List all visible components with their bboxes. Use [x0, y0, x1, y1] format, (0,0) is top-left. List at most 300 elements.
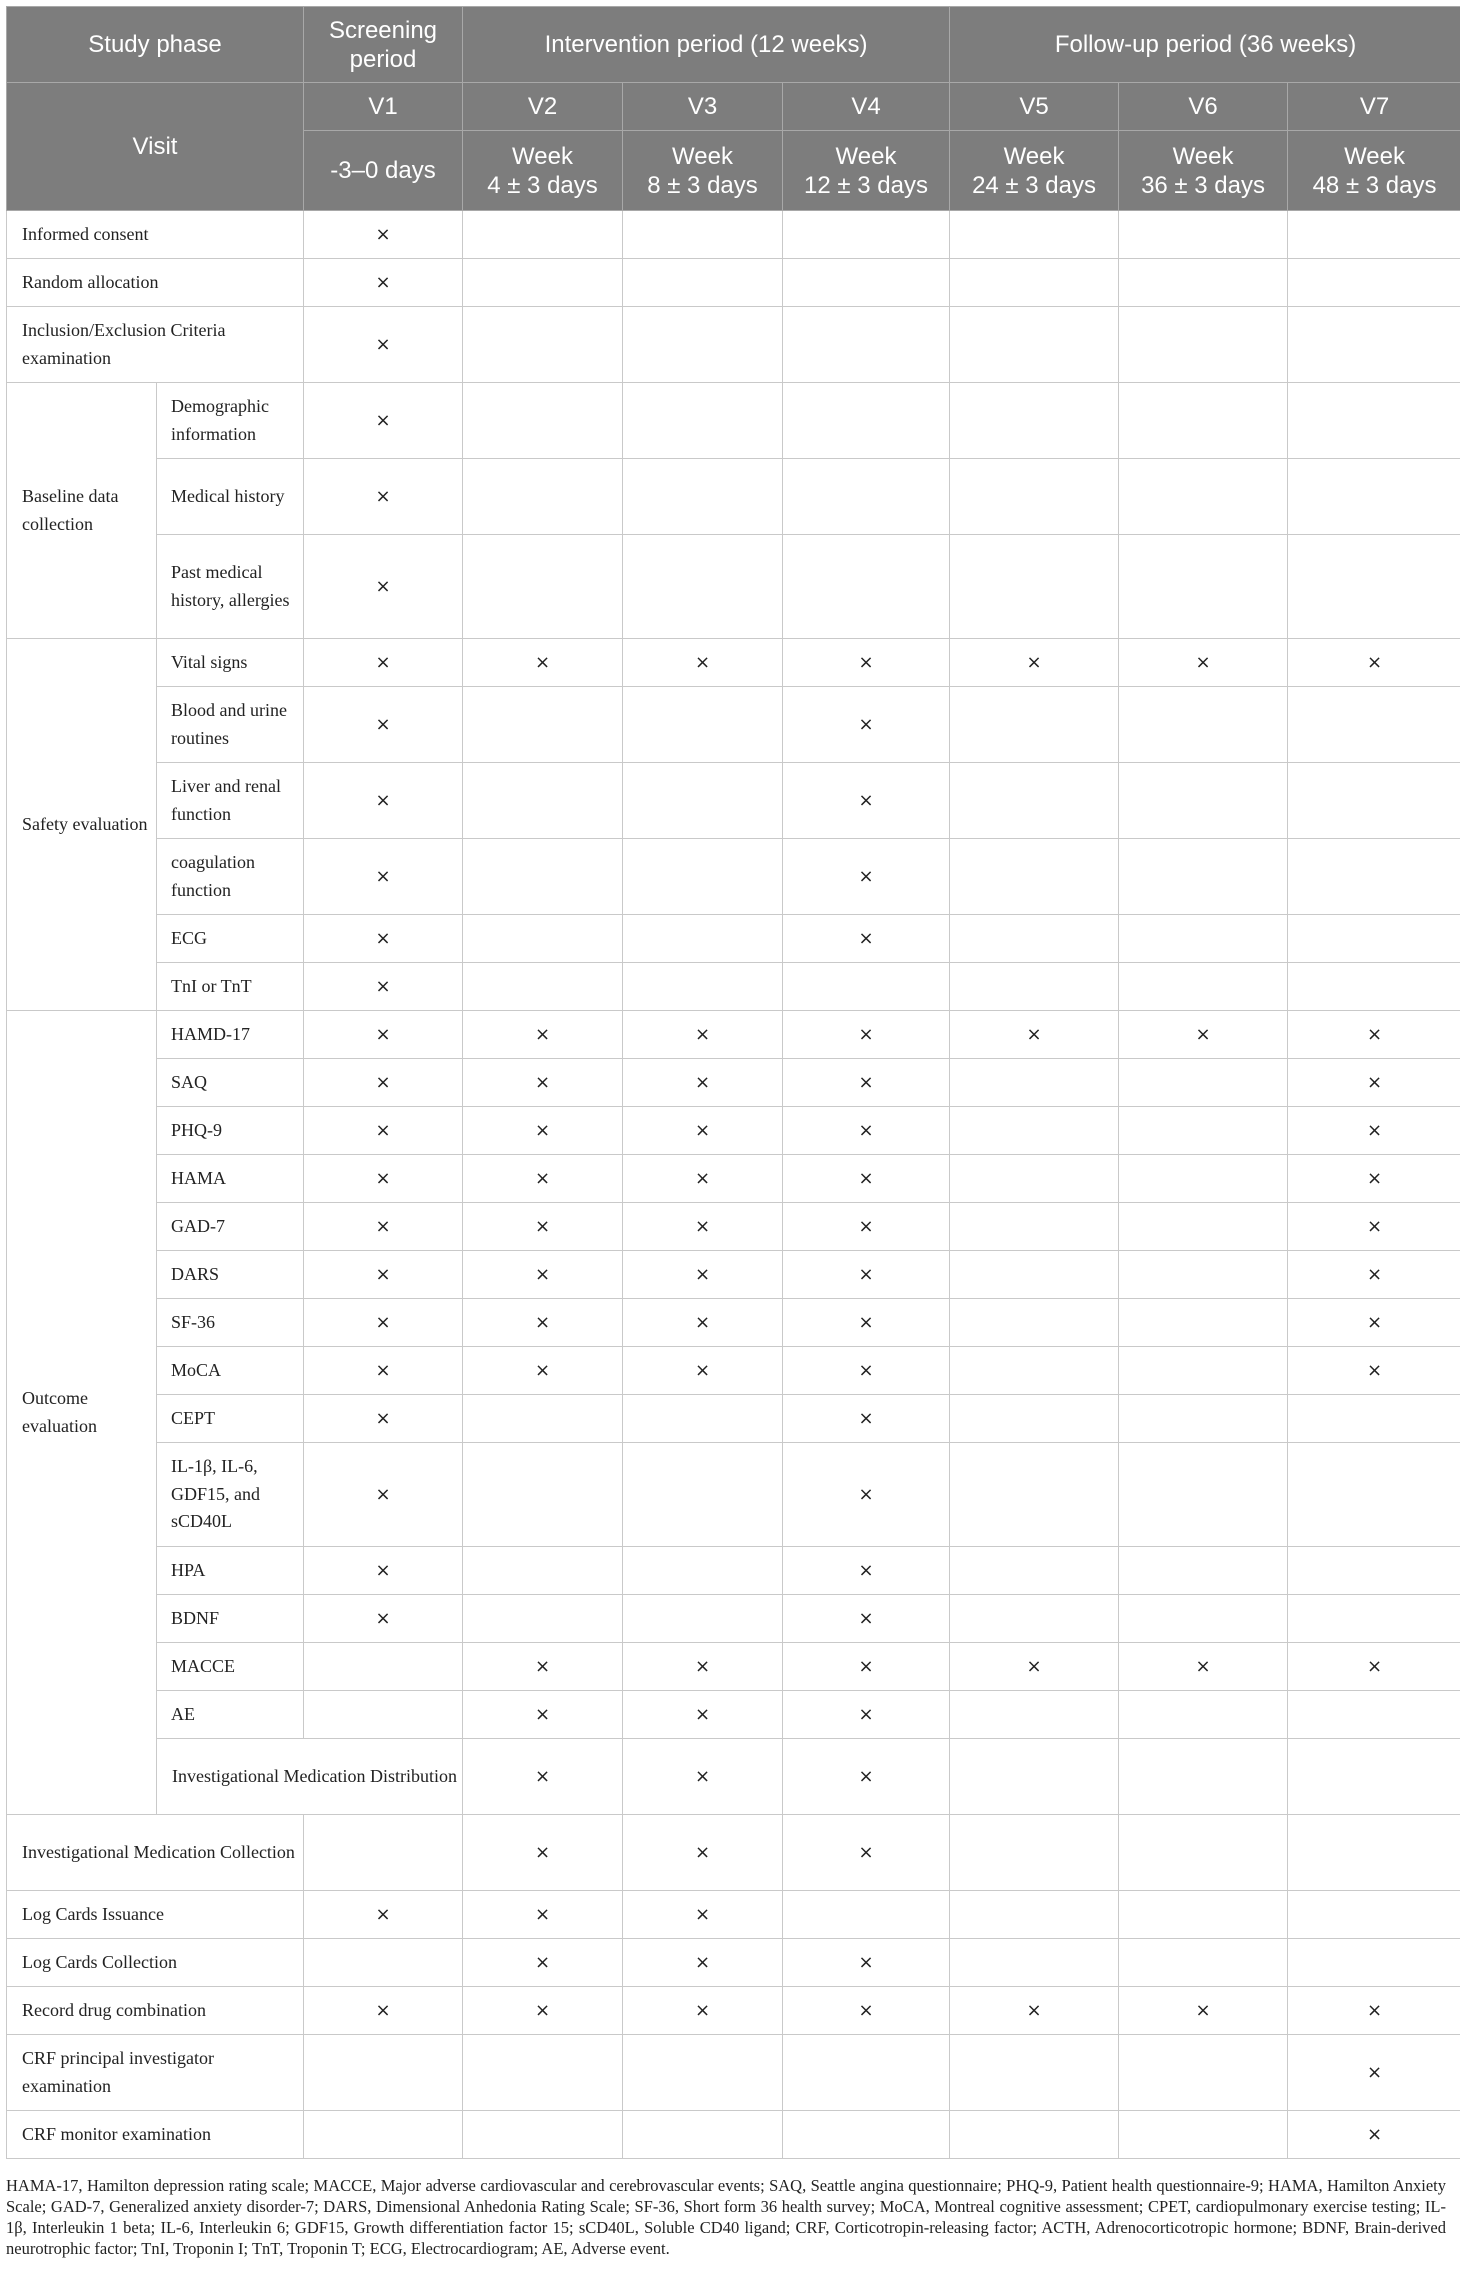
empty-cell	[950, 1547, 1119, 1595]
empty-cell	[1119, 1059, 1288, 1107]
empty-cell	[1119, 1107, 1288, 1155]
visit-mark: ×	[463, 1251, 623, 1299]
empty-cell	[950, 1891, 1119, 1939]
table-row	[7, 839, 1460, 915]
empty-cell	[1288, 1939, 1460, 1987]
item-label: ECG	[157, 915, 304, 963]
visit-mark: ×	[783, 1547, 950, 1595]
visit-mark: ×	[304, 211, 463, 259]
empty-cell	[1288, 1691, 1460, 1739]
empty-cell	[463, 963, 623, 1011]
empty-cell	[623, 259, 783, 307]
table-row	[7, 535, 1460, 639]
item-label: coagulation function	[157, 839, 304, 915]
visit-mark: ×	[1288, 639, 1460, 687]
empty-cell	[1119, 963, 1288, 1011]
visit-mark: ×	[783, 1691, 950, 1739]
visit-mark: ×	[623, 1011, 783, 1059]
visit-mark: ×	[623, 1347, 783, 1395]
visit-mark: ×	[783, 1251, 950, 1299]
empty-cell	[1119, 1815, 1288, 1891]
item-label: AE	[157, 1691, 304, 1739]
visit-mark: ×	[463, 1107, 623, 1155]
item-label: IL-1β, IL-6, GDF15, and sCD40L	[157, 1443, 304, 1547]
empty-cell	[1288, 687, 1460, 763]
visit-timing-header: -3–0 days	[304, 131, 463, 211]
empty-cell	[783, 259, 950, 307]
visit-mark: ×	[783, 915, 950, 963]
visit-mark: ×	[463, 1347, 623, 1395]
empty-cell	[1288, 1739, 1460, 1815]
screening-period-header: Screening period	[304, 7, 463, 83]
item-label: HAMD-17	[157, 1011, 304, 1059]
item-label: Blood and urine routines	[157, 687, 304, 763]
visit-mark: ×	[783, 639, 950, 687]
empty-cell	[950, 1815, 1119, 1891]
visit-mark: ×	[304, 1395, 463, 1443]
visit-mark: ×	[623, 1059, 783, 1107]
visit-mark: ×	[304, 1107, 463, 1155]
visit-mark: ×	[1288, 1251, 1460, 1299]
table-row	[7, 211, 1460, 259]
visit-v6-header: V6	[1119, 83, 1288, 131]
empty-cell	[1288, 915, 1460, 963]
table-row	[7, 1059, 1460, 1107]
row-label: CRF monitor examination	[7, 2111, 304, 2159]
visit-mark: ×	[783, 1299, 950, 1347]
item-label: HPA	[157, 1547, 304, 1595]
table-row	[7, 1443, 1460, 1547]
empty-cell	[950, 1251, 1119, 1299]
visit-mark: ×	[1288, 1059, 1460, 1107]
visit-mark: ×	[623, 1643, 783, 1691]
visit-timing-header: Week 48 ± 3 days	[1288, 131, 1460, 211]
empty-cell	[1288, 1547, 1460, 1595]
empty-cell	[950, 915, 1119, 963]
visit-mark: ×	[1119, 1643, 1288, 1691]
group-label: Baseline data collection	[7, 383, 157, 639]
visit-mark: ×	[623, 1107, 783, 1155]
table-row	[7, 639, 1460, 687]
empty-cell	[783, 383, 950, 459]
visit-mark: ×	[623, 1299, 783, 1347]
intervention-period-header: Intervention period (12 weeks)	[463, 7, 950, 83]
table-row	[7, 1395, 1460, 1443]
table-row	[7, 307, 1460, 383]
visit-mark: ×	[950, 1011, 1119, 1059]
empty-cell	[463, 687, 623, 763]
visit-mark: ×	[304, 1299, 463, 1347]
table-row	[7, 763, 1460, 839]
visit-mark: ×	[304, 1443, 463, 1547]
table-header	[7, 7, 1460, 211]
empty-cell	[1288, 1443, 1460, 1547]
empty-cell	[1288, 839, 1460, 915]
visit-v1-header: V1	[304, 83, 463, 131]
row-label: Investigational Medication Distribution	[157, 1739, 463, 1815]
visit-mark: ×	[1288, 1299, 1460, 1347]
empty-cell	[1288, 459, 1460, 535]
empty-cell	[623, 211, 783, 259]
visit-timing-header: Week 24 ± 3 days	[950, 131, 1119, 211]
visit-v2-header: V2	[463, 83, 623, 131]
visit-v7-header: V7	[1288, 83, 1460, 131]
empty-cell	[463, 1547, 623, 1595]
visit-header: Visit	[7, 83, 304, 211]
visit-v5-header: V5	[950, 83, 1119, 131]
visit-mark: ×	[1288, 2111, 1460, 2159]
empty-cell	[463, 1443, 623, 1547]
empty-cell	[950, 1939, 1119, 1987]
empty-cell	[950, 1203, 1119, 1251]
visit-mark: ×	[304, 307, 463, 383]
visit-mark: ×	[304, 459, 463, 535]
table-row	[7, 1347, 1460, 1395]
empty-cell	[623, 915, 783, 963]
empty-cell	[950, 2035, 1119, 2111]
visit-mark: ×	[304, 383, 463, 459]
empty-cell	[783, 1891, 950, 1939]
group-label: Safety evaluation	[7, 639, 157, 1011]
empty-cell	[950, 839, 1119, 915]
empty-cell	[950, 1155, 1119, 1203]
visit-timing-header: Week 12 ± 3 days	[783, 131, 950, 211]
visit-mark: ×	[623, 1155, 783, 1203]
visit-mark: ×	[1288, 1011, 1460, 1059]
empty-cell	[783, 211, 950, 259]
empty-cell	[950, 1691, 1119, 1739]
visit-mark: ×	[950, 1987, 1119, 2035]
empty-cell	[1119, 1203, 1288, 1251]
empty-cell	[1119, 1691, 1288, 1739]
table-row	[7, 1691, 1460, 1739]
visit-mark: ×	[1288, 1203, 1460, 1251]
empty-cell	[950, 535, 1119, 639]
empty-cell	[623, 1547, 783, 1595]
empty-cell	[463, 2035, 623, 2111]
empty-cell	[950, 1443, 1119, 1547]
table-row	[7, 1251, 1460, 1299]
item-label: Medical history	[157, 459, 304, 535]
row-label: Record drug combination	[7, 1987, 304, 2035]
visit-mark: ×	[1288, 1155, 1460, 1203]
visit-mark: ×	[783, 839, 950, 915]
visit-mark: ×	[623, 1691, 783, 1739]
visit-mark: ×	[783, 1395, 950, 1443]
visit-mark: ×	[304, 687, 463, 763]
empty-cell	[1288, 307, 1460, 383]
empty-cell	[1119, 535, 1288, 639]
table-row	[7, 1299, 1460, 1347]
table-row	[7, 1203, 1460, 1251]
row-label: CRF principal investigator examination	[7, 2035, 304, 2111]
item-label: PHQ-9	[157, 1107, 304, 1155]
empty-cell	[1288, 259, 1460, 307]
visit-mark: ×	[783, 1643, 950, 1691]
table-row	[7, 1891, 1460, 1939]
empty-cell	[950, 687, 1119, 763]
visit-mark: ×	[783, 1595, 950, 1643]
empty-cell	[950, 1395, 1119, 1443]
visit-mark: ×	[783, 1107, 950, 1155]
visit-mark: ×	[463, 1891, 623, 1939]
study-phase-header: Study phase	[7, 7, 304, 83]
table-row	[7, 1939, 1460, 1987]
row-label: Informed consent	[7, 211, 304, 259]
empty-cell	[1119, 763, 1288, 839]
empty-cell	[783, 2111, 950, 2159]
empty-cell	[623, 687, 783, 763]
empty-cell	[1119, 2111, 1288, 2159]
empty-cell	[304, 2035, 463, 2111]
visit-mark: ×	[463, 639, 623, 687]
empty-cell	[463, 307, 623, 383]
visit-timing-header: Week 4 ± 3 days	[463, 131, 623, 211]
item-label: DARS	[157, 1251, 304, 1299]
visit-mark: ×	[463, 1987, 623, 2035]
visit-mark: ×	[783, 1011, 950, 1059]
visit-mark: ×	[304, 1203, 463, 1251]
row-label: Log Cards Collection	[7, 1939, 304, 1987]
empty-cell	[304, 1939, 463, 1987]
empty-cell	[1119, 1347, 1288, 1395]
table-row	[7, 459, 1460, 535]
visit-mark: ×	[783, 687, 950, 763]
visit-mark: ×	[783, 1155, 950, 1203]
empty-cell	[950, 1299, 1119, 1347]
visit-mark: ×	[783, 763, 950, 839]
empty-cell	[623, 2035, 783, 2111]
visit-schedule-table	[6, 6, 1460, 2159]
visit-mark: ×	[783, 1203, 950, 1251]
item-label: GAD-7	[157, 1203, 304, 1251]
empty-cell	[1119, 2035, 1288, 2111]
empty-cell	[1119, 1251, 1288, 1299]
visit-mark: ×	[304, 1011, 463, 1059]
item-label: Demographic information	[157, 383, 304, 459]
item-label: Past medical history, allergies	[157, 535, 304, 639]
table-row	[7, 1155, 1460, 1203]
table-row	[7, 2111, 1460, 2159]
empty-cell	[1288, 1395, 1460, 1443]
empty-cell	[950, 459, 1119, 535]
table-body	[7, 211, 1460, 2159]
visit-mark: ×	[1119, 1011, 1288, 1059]
empty-cell	[623, 383, 783, 459]
visit-mark: ×	[304, 963, 463, 1011]
empty-cell	[1119, 1443, 1288, 1547]
visit-v4-header: V4	[783, 83, 950, 131]
row-label: Investigational Medication Collection	[7, 1815, 304, 1891]
empty-cell	[1119, 1939, 1288, 1987]
item-label: BDNF	[157, 1595, 304, 1643]
empty-cell	[1119, 459, 1288, 535]
table-row	[7, 915, 1460, 963]
visit-mark: ×	[304, 259, 463, 307]
group-label: Outcome evaluation	[7, 1011, 157, 1815]
visit-mark: ×	[304, 1155, 463, 1203]
visit-mark: ×	[304, 1251, 463, 1299]
empty-cell	[1119, 915, 1288, 963]
visit-v3-header: V3	[623, 83, 783, 131]
visit-mark: ×	[623, 1987, 783, 2035]
item-label: SAQ	[157, 1059, 304, 1107]
empty-cell	[783, 535, 950, 639]
empty-cell	[463, 535, 623, 639]
table-row	[7, 1739, 1460, 1815]
visit-mark: ×	[304, 639, 463, 687]
visit-mark: ×	[1288, 1643, 1460, 1691]
row-label: Log Cards Issuance	[7, 1891, 304, 1939]
item-label: TnI or TnT	[157, 963, 304, 1011]
empty-cell	[950, 1347, 1119, 1395]
empty-cell	[463, 2111, 623, 2159]
visit-mark: ×	[1288, 1987, 1460, 2035]
table-row	[7, 1987, 1460, 2035]
visit-mark: ×	[783, 1443, 950, 1547]
visit-mark: ×	[304, 915, 463, 963]
visit-mark: ×	[783, 1739, 950, 1815]
table-row	[7, 1815, 1460, 1891]
item-label: HAMA	[157, 1155, 304, 1203]
visit-mark: ×	[304, 535, 463, 639]
visit-mark: ×	[463, 1203, 623, 1251]
empty-cell	[950, 1739, 1119, 1815]
visit-timing-header: Week 8 ± 3 days	[623, 131, 783, 211]
visit-mark: ×	[463, 1299, 623, 1347]
empty-cell	[463, 763, 623, 839]
item-label: SF-36	[157, 1299, 304, 1347]
empty-cell	[950, 211, 1119, 259]
visit-mark: ×	[304, 1987, 463, 2035]
empty-cell	[1119, 211, 1288, 259]
empty-cell	[623, 763, 783, 839]
empty-cell	[623, 2111, 783, 2159]
visit-mark: ×	[463, 1939, 623, 1987]
item-label: MACCE	[157, 1643, 304, 1691]
empty-cell	[1288, 383, 1460, 459]
visit-mark: ×	[304, 1059, 463, 1107]
table-row	[7, 1011, 1460, 1059]
empty-cell	[950, 383, 1119, 459]
visit-mark: ×	[950, 639, 1119, 687]
empty-cell	[950, 1059, 1119, 1107]
empty-cell	[1288, 535, 1460, 639]
table-row	[7, 259, 1460, 307]
visit-mark: ×	[463, 1739, 623, 1815]
visit-mark: ×	[1119, 639, 1288, 687]
empty-cell	[1119, 1891, 1288, 1939]
empty-cell	[950, 763, 1119, 839]
table-row	[7, 1547, 1460, 1595]
table-row	[7, 1107, 1460, 1155]
item-label: Vital signs	[157, 639, 304, 687]
visit-mark: ×	[623, 1203, 783, 1251]
item-label: Liver and renal function	[157, 763, 304, 839]
empty-cell	[304, 2111, 463, 2159]
visit-mark: ×	[623, 1251, 783, 1299]
empty-cell	[1119, 383, 1288, 459]
visit-mark: ×	[783, 1987, 950, 2035]
visit-mark: ×	[623, 1891, 783, 1939]
visit-mark: ×	[304, 839, 463, 915]
visit-mark: ×	[463, 1691, 623, 1739]
empty-cell	[304, 1643, 463, 1691]
empty-cell	[950, 259, 1119, 307]
empty-cell	[1288, 1891, 1460, 1939]
visit-mark: ×	[463, 1815, 623, 1891]
visit-mark: ×	[304, 1595, 463, 1643]
empty-cell	[950, 2111, 1119, 2159]
table-row	[7, 2035, 1460, 2111]
visit-mark: ×	[463, 1059, 623, 1107]
table-footnote: HAMA-17, Hamilton depression rating scale; MACCE, Major adverse cardiovascular and cerebrovascular events; SAQ, Seattle angina questionnaire; PHQ-9, Patient health questionnaire-9; HAMA, Hamilton Anxiety Scale; GAD-7, Generalized anxiety disorder-7; DARS, Dimensional Anhedonia Rating Scale; SF-36, Short form 36 health survey; MoCA, Montreal cognitive assessment; CPET, cardiopulmonary exercise testing; IL-1β, Interleukin 1 beta; IL-6, Interleukin 6; GDF15, Growth differentiation factor 15; sCD40L, Soluble CD40 ligand; CRF, Corticotropin-releasing factor; ACTH, Adrenocorticotropic hormone; BDNF, Brain-derived neurotrophic factor; TnI, Troponin I; TnT, Troponin T; ECG, Electrocardiogram; AE, Adverse event.	[6, 2176, 1446, 2258]
empty-cell	[1119, 687, 1288, 763]
followup-period-header: Follow-up period (36 weeks)	[950, 7, 1460, 83]
empty-cell	[623, 1395, 783, 1443]
empty-cell	[623, 839, 783, 915]
empty-cell	[1288, 1815, 1460, 1891]
empty-cell	[1119, 1547, 1288, 1595]
empty-cell	[463, 915, 623, 963]
item-label: CEPT	[157, 1395, 304, 1443]
table-row	[7, 687, 1460, 763]
visit-mark: ×	[463, 1643, 623, 1691]
empty-cell	[463, 259, 623, 307]
table-row	[7, 383, 1460, 459]
empty-cell	[950, 1107, 1119, 1155]
visit-mark: ×	[304, 1891, 463, 1939]
empty-cell	[463, 383, 623, 459]
empty-cell	[463, 1595, 623, 1643]
visit-mark: ×	[1119, 1987, 1288, 2035]
empty-cell	[623, 307, 783, 383]
visit-mark: ×	[304, 1347, 463, 1395]
empty-cell	[1288, 763, 1460, 839]
visit-mark: ×	[623, 1739, 783, 1815]
row-label: Inclusion/Exclusion Criteria examination	[7, 307, 304, 383]
visit-mark: ×	[783, 1059, 950, 1107]
empty-cell	[304, 1691, 463, 1739]
visit-mark: ×	[1288, 1107, 1460, 1155]
visit-mark: ×	[304, 1547, 463, 1595]
empty-cell	[304, 1815, 463, 1891]
empty-cell	[1288, 963, 1460, 1011]
visit-mark: ×	[1288, 1347, 1460, 1395]
visit-mark: ×	[623, 1939, 783, 1987]
visit-mark: ×	[623, 639, 783, 687]
empty-cell	[950, 1595, 1119, 1643]
empty-cell	[623, 1443, 783, 1547]
empty-cell	[1288, 211, 1460, 259]
empty-cell	[463, 839, 623, 915]
empty-cell	[463, 1395, 623, 1443]
visit-mark: ×	[304, 763, 463, 839]
visit-mark: ×	[783, 1815, 950, 1891]
visit-mark: ×	[1288, 2035, 1460, 2111]
visit-mark: ×	[950, 1643, 1119, 1691]
empty-cell	[1288, 1595, 1460, 1643]
empty-cell	[1119, 1595, 1288, 1643]
empty-cell	[783, 2035, 950, 2111]
empty-cell	[1119, 1299, 1288, 1347]
empty-cell	[1119, 839, 1288, 915]
empty-cell	[783, 307, 950, 383]
empty-cell	[783, 459, 950, 535]
visit-mark: ×	[783, 1939, 950, 1987]
visit-mark: ×	[623, 1815, 783, 1891]
visit-mark: ×	[463, 1011, 623, 1059]
